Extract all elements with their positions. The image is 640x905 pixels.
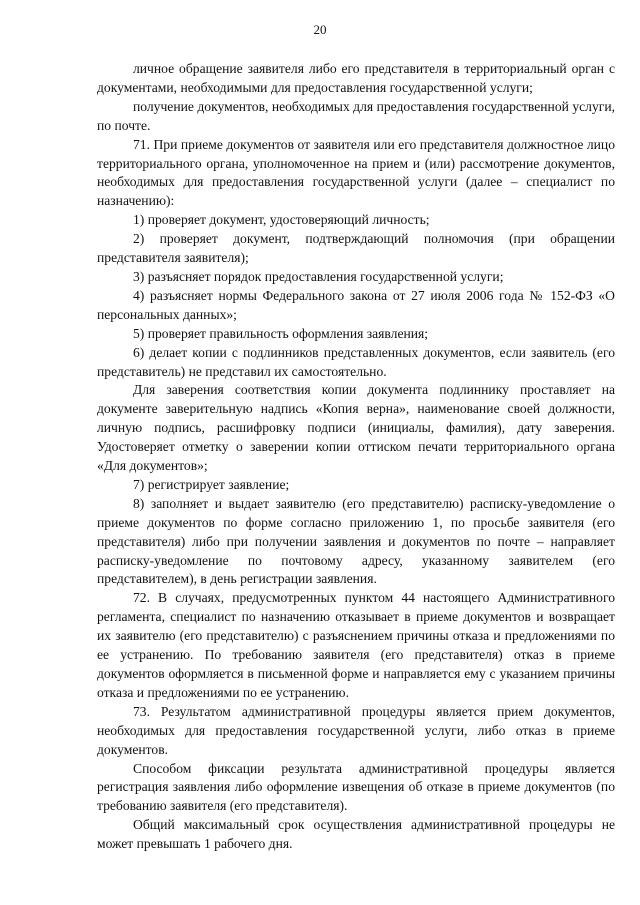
paragraph: Для заверения соответствия копии документа подлиннику проставляет на документе заверительную надпись «Копия верна», наименование своей должности, личную подпись, расшифровку подписи (инициалы, фамилия), дату заверения. Удостоверяет отметку о заверении копии оттиском печати территориального органа «Для документов»; xyxy=(97,382,615,474)
document-body xyxy=(97,60,615,854)
paragraph: 71. При приеме документов от заявителя или его представителя должностное лицо территориального органа, уполномоченное на прием и (или) рассмотрение документов, необходимых для предоставления государственной услуги (далее – специалист по назначению): xyxy=(97,136,615,209)
paragraph: Общий максимальный срок осуществления административной процедуры не может превышать 1 рабочего дня. xyxy=(97,817,615,852)
paragraph: 4) разъясняет нормы Федерального закона от 27 июля 2006 года № 152-ФЗ «О персональных данных»; xyxy=(97,287,615,322)
page-number: 20 xyxy=(313,22,327,37)
paragraph: 7) регистрирует заявление; xyxy=(133,476,290,492)
paragraph: 1) проверяет документ, удостоверяющий личность; xyxy=(133,212,430,228)
paragraph: 3) разъясняет порядок предоставления государственной услуги; xyxy=(133,268,504,284)
paragraph: 73. Результатом административной процедуры является прием документов, необходимых для предоставления государственной услуги, либо отказ в приеме документов. xyxy=(97,703,615,757)
paragraph: 6) делает копии с подлинников представленных документов, если заявитель (его представитель) не представил их самостоятельно. xyxy=(97,344,615,379)
paragraph: 8) заполняет и выдает заявителю (его представителю) расписку-уведомление о приеме документов по форме согласно приложению 1, по просьбе заявителя (его представителя) либо при получении заявления и документов по почте – направляет расписку-уведомление по почтовому адресу, указанному заявителем (его представителем), в день регистрации заявления. xyxy=(97,495,615,587)
paragraph: Способом фиксации результата административной процедуры является регистрация заявления либо оформление извещения об отказе в приеме документов (по требованию заявителя (его представителя). xyxy=(97,760,615,814)
paragraph: 5) проверяет правильность оформления заявления; xyxy=(133,325,429,341)
paragraph: 72. В случаях, предусмотренных пунктом 44 настоящего Административного регламента, специалист по назначению отказывает в приеме документов и возвращает их заявителю (его представителю) с разъяснением причины отказа и предложениями по ее устранению. По требованию заявителя (его представителя) отказ в приеме документов оформляется в письменной форме и направляется ему с указанием причины отказа и предложениями по ее устранению. xyxy=(97,590,615,700)
paragraph: 2) проверяет документ, подтверждающий полномочия (при обращении представителя заявителя); xyxy=(97,231,615,266)
paragraph: получение документов, необходимых для предоставления государственной услуги, по почте. xyxy=(97,98,615,133)
paragraph: личное обращение заявителя либо его представителя в территориальный орган с документами, необходимыми для предоставления государственной услуги; xyxy=(97,61,615,95)
